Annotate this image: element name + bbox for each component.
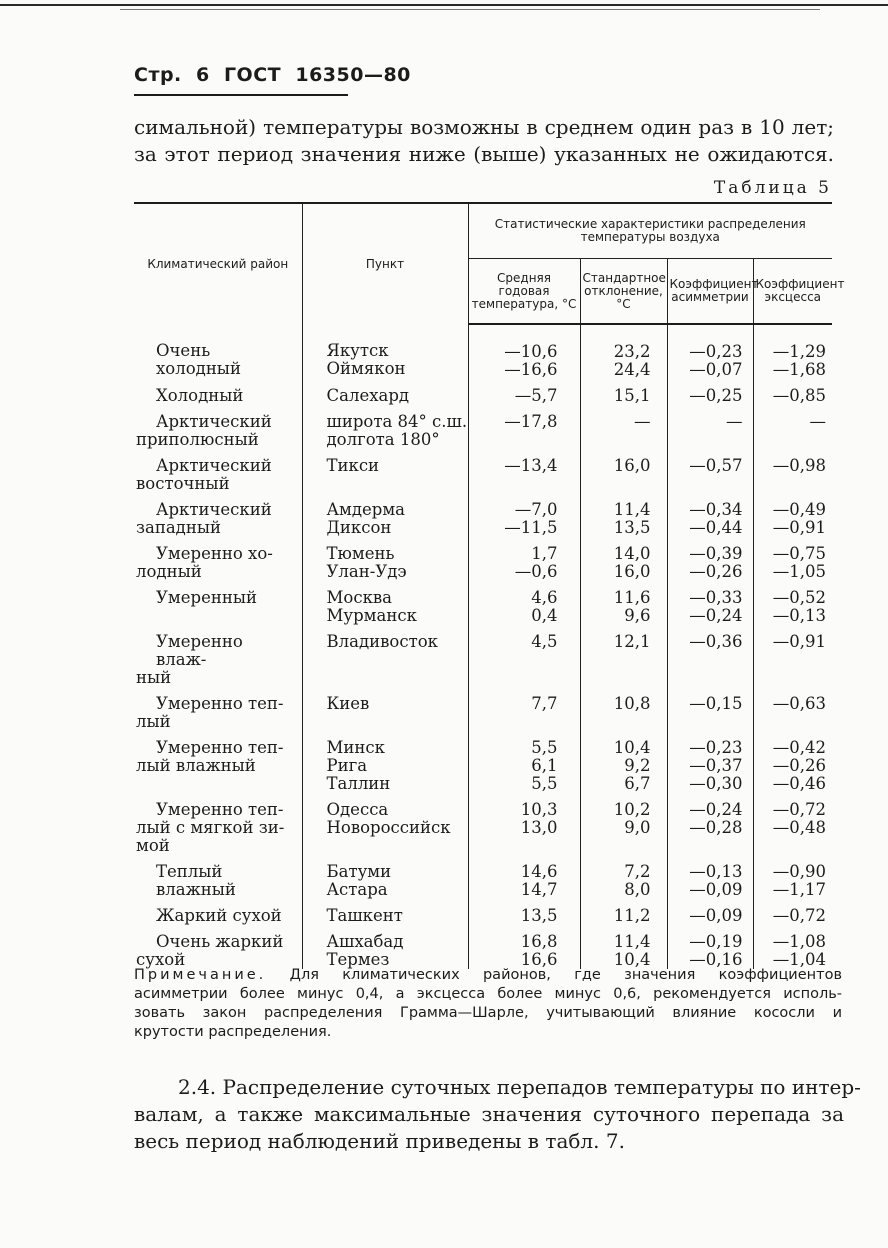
intro-line: за этот период значения ниже (выше) указанных не ожидаются. [134, 142, 834, 166]
skew-cell-line: —0,24 [689, 606, 743, 625]
mean-cell [468, 925, 580, 969]
std-cell [580, 793, 667, 855]
std-cell-line: 8,0 [624, 880, 651, 899]
region-cell [134, 793, 302, 855]
skew-cell-line: —0,30 [689, 774, 743, 793]
std-cell-line: 9,6 [624, 606, 651, 625]
kurt-cell-line: —1,17 [772, 880, 827, 899]
kurt-cell-line: —0,72 [772, 906, 827, 925]
kurt-cell [753, 687, 832, 731]
kurt-cell-line: — [809, 412, 827, 431]
region-cell-line: Умеренно влаж- [156, 632, 243, 669]
kurt-cell-line: —0,85 [772, 386, 827, 405]
kurt-cell-line: —0,13 [772, 606, 827, 625]
mean-cell-line: —7,0 [514, 500, 558, 519]
page-top-rule [0, 4, 888, 6]
region-cell [134, 493, 302, 537]
table-body [134, 324, 832, 969]
skew-cell [667, 449, 753, 493]
skew-cell [667, 855, 753, 899]
std-cell [580, 405, 667, 449]
std-cell [580, 379, 667, 405]
std-cell [580, 899, 667, 925]
std-cell-line: 23,2 [613, 342, 651, 361]
table-label: Таблица 5 [713, 178, 832, 198]
kurt-cell [753, 379, 832, 405]
mean-cell [468, 687, 580, 731]
kurt-cell [753, 899, 832, 925]
kurt-cell [753, 925, 832, 969]
point-cell [302, 493, 468, 537]
skew-cell-line: —0,36 [689, 632, 743, 651]
skew-cell-line: —0,57 [689, 456, 743, 475]
region-cell [134, 324, 302, 379]
kurt-cell-line: —0,52 [772, 588, 827, 607]
std-cell-line: 15,1 [613, 386, 651, 405]
mean-cell-line: —16,6 [504, 360, 558, 379]
std-cell-line: 14,0 [613, 544, 651, 563]
region-cell-line: Очень жаркий [156, 932, 284, 951]
skew-cell [667, 379, 753, 405]
std-cell [580, 493, 667, 537]
region-cell [134, 731, 302, 793]
kurt-cell-line: —0,91 [772, 632, 827, 651]
std-cell-line: — [634, 412, 651, 431]
point-cell-line: Владивосток [326, 632, 438, 651]
region-cell [134, 581, 302, 625]
mean-cell [468, 625, 580, 687]
region-cell [134, 537, 302, 581]
point-cell-line: Якутск [326, 341, 389, 360]
mean-cell [468, 793, 580, 855]
std-cell [580, 449, 667, 493]
table-row [134, 925, 832, 969]
table-row [134, 449, 832, 493]
page-header: Стр. 6 ГОСТ 16350—80 [134, 64, 411, 86]
region-cell [134, 625, 302, 687]
region-cell-line: лый влажный [136, 756, 256, 775]
skew-cell-line: —0,28 [689, 818, 743, 837]
point-cell-line: Одесса [326, 800, 389, 819]
point-cell [302, 581, 468, 625]
skew-cell-line: —0,25 [689, 386, 743, 405]
point-cell [302, 449, 468, 493]
skew-cell-line: —0,39 [689, 544, 743, 563]
std-cell-line: 24,4 [613, 360, 651, 379]
kurt-cell-line: —0,98 [772, 456, 827, 475]
region-cell [134, 855, 302, 899]
skew-cell [667, 625, 753, 687]
kurt-cell-line: —1,29 [772, 342, 827, 361]
skew-cell-line: —0,16 [689, 950, 743, 969]
table-row [134, 731, 832, 793]
point-cell [302, 687, 468, 731]
point-cell-line: Тикси [326, 456, 380, 475]
table-row [134, 687, 832, 731]
mean-cell-line: —5,7 [514, 386, 558, 405]
std-cell-line: 13,5 [613, 518, 651, 537]
std-cell-line: 10,8 [613, 694, 651, 713]
kurt-cell [753, 581, 832, 625]
skew-cell-line: —0,23 [689, 738, 743, 757]
skew-cell [667, 537, 753, 581]
header-skew: Коэффициент асимметрии [667, 259, 753, 325]
intro-text [134, 114, 834, 168]
point-cell [302, 379, 468, 405]
region-cell-line: приполюсный [136, 430, 259, 449]
point-cell [302, 731, 468, 793]
paragraph-line: 2.4. Распределение суточных перепадов температуры по интер- [178, 1075, 861, 1099]
std-cell [580, 581, 667, 625]
table-row [134, 855, 832, 899]
point-cell-line: Улан-Удэ [326, 562, 407, 581]
std-cell-line: 16,0 [613, 456, 651, 475]
mean-cell-line: 10,3 [520, 800, 558, 819]
kurt-cell [753, 855, 832, 899]
point-cell [302, 793, 468, 855]
region-cell-line: Арктический [156, 456, 272, 475]
region-cell-line: восточный [136, 474, 230, 493]
kurt-cell [753, 625, 832, 687]
note-line [134, 966, 842, 985]
mean-cell-line: —13,4 [504, 456, 558, 475]
point-cell-line: Батуми [326, 862, 392, 881]
region-cell-line: лодный [136, 562, 202, 581]
region-cell [134, 899, 302, 925]
mean-cell-line: —10,6 [504, 342, 558, 361]
mean-cell-line: 0,4 [531, 606, 558, 625]
skew-cell [667, 925, 753, 969]
std-cell-line: 11,2 [613, 906, 651, 925]
table-container [134, 202, 845, 969]
region-cell-line: ный [136, 668, 172, 687]
skew-cell-line: —0,34 [689, 500, 743, 519]
table-row [134, 379, 832, 405]
point-cell [302, 324, 468, 379]
skew-cell [667, 731, 753, 793]
skew-cell [667, 687, 753, 731]
paragraph-line: валам, а также максимальные значения суточного перепада за [134, 1102, 844, 1126]
skew-cell [667, 581, 753, 625]
std-cell-line: 6,7 [624, 774, 651, 793]
point-cell [302, 899, 468, 925]
point-cell-line: долгота 180° [326, 430, 440, 449]
std-cell-line: 10,4 [613, 738, 651, 757]
mean-cell-line: 6,1 [531, 756, 558, 775]
std-cell-line: 11,4 [613, 932, 651, 951]
mean-cell [468, 324, 580, 379]
mean-cell [468, 581, 580, 625]
skew-cell-line: —0,26 [689, 562, 743, 581]
mean-cell [468, 379, 580, 405]
mean-cell-line: 13,5 [520, 906, 558, 925]
region-cell-line: западный [136, 518, 221, 537]
kurt-cell [753, 493, 832, 537]
skew-cell-line: —0,19 [689, 932, 743, 951]
region-cell-line: Очень холодный [156, 341, 241, 378]
skew-cell-line: —0,15 [689, 694, 743, 713]
point-cell-line: Таллин [326, 774, 391, 793]
std-cell-line: 9,0 [624, 818, 651, 837]
point-cell-line: Ашхабад [326, 932, 404, 951]
kurt-cell [753, 537, 832, 581]
mean-cell-line: 14,7 [520, 880, 558, 899]
mean-cell-line: 16,8 [520, 932, 558, 951]
note-line: крутости распределения. [134, 1024, 332, 1040]
point-cell [302, 537, 468, 581]
std-cell [580, 855, 667, 899]
note-line: зовать закон распределения Грамма—Шарле, учитывающий влияние кососли и [134, 1005, 842, 1021]
point-cell-line: Минск [326, 738, 385, 757]
kurt-cell-line: —0,49 [772, 500, 827, 519]
point-cell-line: Тюмень [326, 544, 395, 563]
skew-cell-line: —0,23 [689, 342, 743, 361]
point-cell-line: Оймякон [326, 359, 406, 378]
temperature-table [134, 202, 845, 969]
std-cell-line: 9,2 [624, 756, 651, 775]
kurt-cell [753, 731, 832, 793]
skew-cell-line: —0,37 [689, 756, 743, 775]
table-row [134, 324, 832, 379]
kurt-cell-line: —0,42 [772, 738, 827, 757]
note-text: Для климатических районов, где значения коэффициентов [289, 967, 842, 983]
region-cell-line: Теплый влажный [156, 862, 236, 899]
skew-cell [667, 493, 753, 537]
skew-cell-line: —0,09 [689, 906, 743, 925]
skew-cell [667, 793, 753, 855]
std-cell-line: 11,6 [613, 588, 651, 607]
region-cell-line: Умеренный [156, 588, 257, 607]
region-cell [134, 449, 302, 493]
point-cell-line: Ташкент [326, 906, 403, 925]
region-cell [134, 925, 302, 969]
std-cell-line: 10,4 [613, 950, 651, 969]
mean-cell [468, 537, 580, 581]
header-std: Стандартное отклонение, °С [580, 259, 667, 325]
kurt-cell-line: —1,05 [772, 562, 827, 581]
point-cell-line: Киев [326, 694, 370, 713]
mean-cell-line: 1,7 [531, 544, 558, 563]
header-point: Пункт [302, 203, 468, 324]
point-cell-line: широта 84° с.ш. [326, 412, 468, 431]
skew-cell-line: —0,24 [689, 800, 743, 819]
region-cell-line: лый с мягкой зи- [136, 818, 285, 837]
header-mean: Средняя годовая температура, °С [468, 259, 580, 325]
kurt-cell-line: —1,68 [772, 360, 827, 379]
point-cell-line: Мурманск [326, 606, 417, 625]
region-cell [134, 379, 302, 405]
region-cell-line: Арктический [156, 500, 272, 519]
table-row [134, 899, 832, 925]
skew-cell [667, 899, 753, 925]
header-underline [134, 94, 348, 96]
std-cell-line: 10,2 [613, 800, 651, 819]
region-cell-line: Умеренно хо- [156, 544, 273, 563]
mean-cell-line: 5,5 [531, 774, 558, 793]
region-cell [134, 687, 302, 731]
mean-cell [468, 449, 580, 493]
section-paragraph [134, 1074, 861, 1155]
point-cell-line: Астара [326, 880, 388, 899]
mean-cell [468, 855, 580, 899]
skew-cell-line: —0,07 [689, 360, 743, 379]
point-cell [302, 855, 468, 899]
table-row [134, 405, 832, 449]
kurt-cell [753, 449, 832, 493]
std-cell-line: 16,0 [613, 562, 651, 581]
page-top-rule-thin [120, 9, 820, 10]
mean-cell-line: 4,6 [531, 588, 558, 607]
mean-cell-line: 4,5 [531, 632, 558, 651]
mean-cell-line: 16,6 [520, 950, 558, 969]
region-cell-line: сухой [136, 950, 186, 969]
paragraph-line: весь период наблюдений приведены в табл. 7. [134, 1129, 625, 1153]
mean-cell-line: 7,7 [531, 694, 558, 713]
std-cell [580, 625, 667, 687]
skew-cell [667, 405, 753, 449]
kurt-cell-line: —0,90 [772, 862, 827, 881]
std-cell [580, 537, 667, 581]
std-cell [580, 687, 667, 731]
table-row [134, 793, 832, 855]
table-row [134, 581, 832, 625]
kurt-cell [753, 405, 832, 449]
region-cell-line: Умеренно теп- [156, 800, 284, 819]
point-cell-line: Москва [326, 588, 393, 607]
point-cell-line: Амдерма [326, 500, 405, 519]
kurt-cell-line: —0,72 [772, 800, 827, 819]
skew-cell-line: —0,33 [689, 588, 743, 607]
skew-cell-line: —0,13 [689, 862, 743, 881]
kurt-cell-line: —1,04 [772, 950, 827, 969]
note-label: Примечание. [134, 967, 267, 983]
std-cell [580, 925, 667, 969]
header-stats: Статистические характеристики распределения температуры воздуха [468, 203, 832, 259]
note-line: асимметрии более минус 0,4, а эксцесса более минус 0,6, рекомендуется исполь- [134, 986, 842, 1002]
std-cell-line: 11,4 [613, 500, 651, 519]
std-cell-line: 12,1 [613, 632, 651, 651]
region-cell-line: Жаркий сухой [156, 906, 282, 925]
std-cell [580, 731, 667, 793]
std-cell [580, 324, 667, 379]
region-cell-line: Умеренно теп- [156, 738, 284, 757]
mean-cell [468, 899, 580, 925]
region-cell-line: лый [136, 712, 171, 731]
header-region: Климатический район [134, 203, 302, 324]
region-cell [134, 405, 302, 449]
skew-cell [667, 324, 753, 379]
table-row [134, 625, 832, 687]
point-cell [302, 405, 468, 449]
intro-line: симальной) температуры возможны в среднем один раз в 10 лет; [134, 115, 834, 139]
table-note [134, 966, 842, 1042]
region-cell-line: Умеренно теп- [156, 694, 284, 713]
kurt-cell [753, 324, 832, 379]
point-cell-line: Термез [326, 950, 390, 969]
point-cell-line: Диксон [326, 518, 392, 537]
kurt-cell-line: —0,46 [772, 774, 827, 793]
region-cell-line: мой [136, 836, 170, 855]
kurt-cell-line: —0,48 [772, 818, 827, 837]
mean-cell-line: —17,8 [504, 412, 558, 431]
point-cell [302, 925, 468, 969]
mean-cell-line: 13,0 [520, 818, 558, 837]
point-cell-line: Рига [326, 756, 368, 775]
mean-cell-line: 14,6 [520, 862, 558, 881]
kurt-cell-line: —1,08 [772, 932, 827, 951]
skew-cell-line: —0,09 [689, 880, 743, 899]
mean-cell-line: —11,5 [504, 518, 558, 537]
region-cell-line: Холодный [156, 386, 244, 405]
mean-cell-line: —0,6 [514, 562, 558, 581]
kurt-cell-line: —0,63 [772, 694, 827, 713]
header-kurt: Коэффициент эксцесса [753, 259, 832, 325]
table-row [134, 493, 832, 537]
mean-cell [468, 493, 580, 537]
mean-cell [468, 731, 580, 793]
std-cell-line: 7,2 [624, 862, 651, 881]
skew-cell-line: — [726, 412, 743, 431]
kurt-cell-line: —0,75 [772, 544, 827, 563]
table-row [134, 537, 832, 581]
point-cell-line: Новороссийск [326, 818, 451, 837]
mean-cell-line: 5,5 [531, 738, 558, 757]
point-cell [302, 625, 468, 687]
mean-cell [468, 405, 580, 449]
kurt-cell [753, 793, 832, 855]
kurt-cell-line: —0,26 [772, 756, 827, 775]
region-cell-line: Арктический [156, 412, 272, 431]
point-cell-line: Салехард [326, 386, 410, 405]
kurt-cell-line: —0,91 [772, 518, 827, 537]
skew-cell-line: —0,44 [689, 518, 743, 537]
